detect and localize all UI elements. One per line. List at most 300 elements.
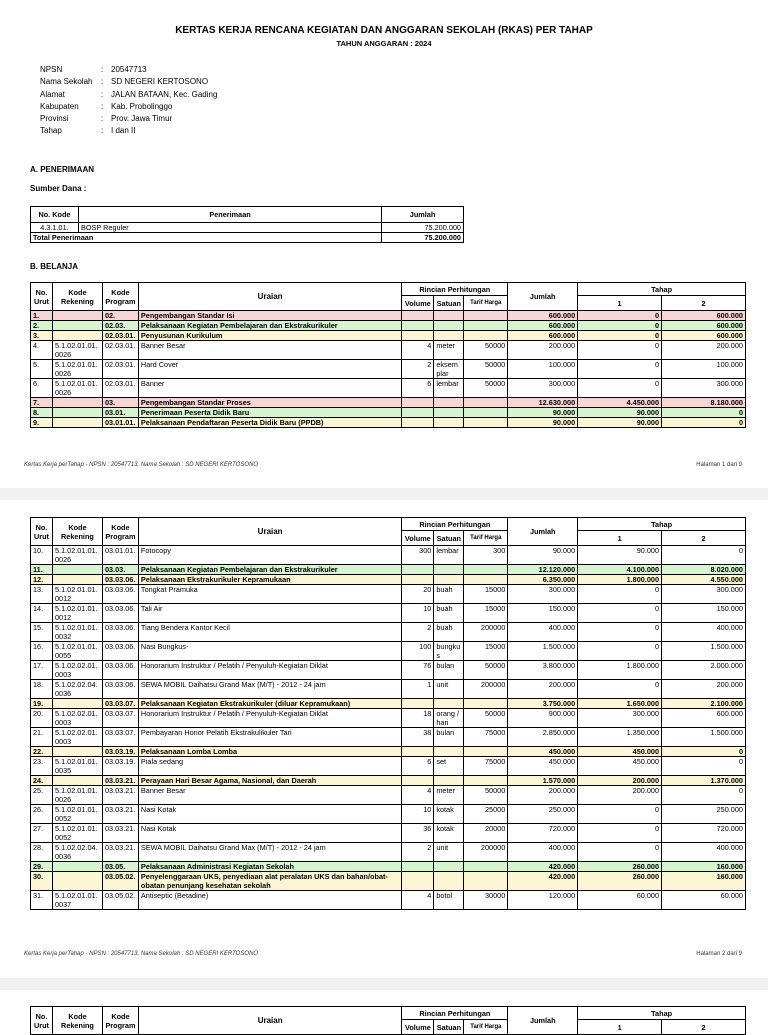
cell-tarif: 50000 xyxy=(464,379,508,398)
cell-kode-program: 03.03.21. xyxy=(102,786,138,805)
header-uraian: Uraian xyxy=(138,283,401,311)
header-satuan: Satuan xyxy=(434,1020,464,1035)
cell-tarif: 50000 xyxy=(464,709,508,728)
cell-kode-rekening: 5.1.02.01.01.0037 xyxy=(52,891,102,910)
cell-kode-rekening xyxy=(52,321,102,331)
cell-tahap-1: 1.800.000 xyxy=(578,575,662,585)
cell-tarif xyxy=(464,747,508,757)
section-penerimaan-heading: A. PENERIMAAN xyxy=(30,165,95,174)
cell-volume xyxy=(402,408,434,418)
cell-satuan: bulan xyxy=(434,728,464,747)
table-row xyxy=(31,379,746,398)
cell-tarif: 15000 xyxy=(464,604,508,623)
cell-kode-rekening: 5.1.02.01.01.0055 xyxy=(52,642,102,661)
cell-jumlah: 90.000 xyxy=(508,546,578,565)
cell-satuan: meter xyxy=(434,786,464,805)
footer-left: Kertas Kerja perTahap - NPSN : 20547713, Nama Sekolah : SD NEGERI KERTOSONO xyxy=(24,462,258,468)
school-info xyxy=(40,64,217,138)
cell-uraian: Pelaksanaan Lomba Lomba xyxy=(138,747,401,757)
cell-kode-rekening xyxy=(52,862,102,872)
cell-volume xyxy=(402,862,434,872)
cell-no: 20. xyxy=(31,709,53,728)
cell-tarif xyxy=(464,331,508,341)
cell-no: 27. xyxy=(31,824,53,843)
table-row xyxy=(31,360,746,379)
cell-satuan xyxy=(434,575,464,585)
header-no-urut: No. Urut xyxy=(31,518,53,546)
table-row xyxy=(31,341,746,360)
table-row xyxy=(31,418,746,428)
cell-satuan: kotak xyxy=(434,824,464,843)
cell-no: 14. xyxy=(31,604,53,623)
cell-kode-program: 03.03.21. xyxy=(102,843,138,862)
table-row xyxy=(31,604,746,623)
cell-satuan: unit xyxy=(434,680,464,699)
cell-tahap-1: 1.350.000 xyxy=(578,728,662,747)
cell-kode-program: 03.01. xyxy=(102,408,138,418)
cell-tarif: 200000 xyxy=(464,623,508,642)
table-row xyxy=(31,757,746,776)
cell-tahap-2: 600.000 xyxy=(662,321,746,331)
cell-tahap-1: 4.450.000 xyxy=(578,398,662,408)
header-jumlah: Jumlah xyxy=(508,1007,578,1035)
cell-no: 28. xyxy=(31,843,53,862)
table-row xyxy=(31,824,746,843)
cell-jumlah: 900.000 xyxy=(508,709,578,728)
cell-kode-rekening: 5.1.02.02.04.0036 xyxy=(52,680,102,699)
header-no-urut: No. Urut xyxy=(31,1007,53,1035)
cell-tahap-2: 0 xyxy=(662,546,746,565)
cell-volume: 2 xyxy=(402,843,434,862)
cell-uraian: Pelaksanaan Ekstrakurikuler Kepramukaan xyxy=(138,575,401,585)
total-label: Total Penerimaan xyxy=(31,233,382,243)
info-row xyxy=(40,101,217,113)
cell-tahap-1: 200.000 xyxy=(578,786,662,805)
table-row xyxy=(31,546,746,565)
cell-tahap-1: 0 xyxy=(578,843,662,862)
cell-uraian: Pelaksanaan Administrasi Kegiatan Sekolah xyxy=(138,862,401,872)
cell-satuan: meter xyxy=(434,341,464,360)
cell-jumlah: 90.000 xyxy=(508,418,578,428)
cell-uraian: Nasi Kotak xyxy=(138,824,401,843)
table-row xyxy=(31,872,746,891)
cell-tahap-2: 600.000 xyxy=(662,331,746,341)
cell-uraian: Pelaksanaan Kegiatan Ekstrakurikuler (diluar Kepramukaan) xyxy=(138,699,401,709)
cell-tahap-2: 4.550.000 xyxy=(662,575,746,585)
cell-tahap-1: 4.100.000 xyxy=(578,565,662,575)
cell-volume: 76 xyxy=(402,661,434,680)
cell-kode-program: 03.03.19. xyxy=(102,757,138,776)
cell-no: 29. xyxy=(31,862,53,872)
cell-jumlah: 420.000 xyxy=(508,872,578,891)
cell-no: 6. xyxy=(31,379,53,398)
table-row xyxy=(31,331,746,341)
cell-tahap-1: 450.000 xyxy=(578,757,662,776)
header-tahap-2: 2 xyxy=(662,531,746,546)
header-tarif: Tarif Harga xyxy=(464,296,508,311)
cell-volume xyxy=(402,699,434,709)
cell-tahap-1: 0 xyxy=(578,585,662,604)
info-value: Prov. Jawa Timur xyxy=(111,114,173,124)
cell-jumlah: 600.000 xyxy=(508,311,578,321)
info-row xyxy=(40,76,217,88)
cell-kode-rekening: 5.1.02.01.01.0052 xyxy=(52,805,102,824)
cell-kode-program: 02.03.01. xyxy=(102,331,138,341)
cell-uraian: Pengembangan Standar Isi xyxy=(138,311,401,321)
cell-satuan: botol xyxy=(434,891,464,910)
cell-no: 23. xyxy=(31,757,53,776)
info-row xyxy=(40,113,217,125)
cell-jumlah: 300.000 xyxy=(508,379,578,398)
table-row xyxy=(31,408,746,418)
cell-jumlah: 400.000 xyxy=(508,843,578,862)
table-row xyxy=(31,862,746,872)
info-row xyxy=(40,89,217,101)
header-rincian: Rincian Perhitungan xyxy=(402,518,508,531)
cell-uraian: Honorarium Instruktur / Pelatih / Penyuluh-Kegiatan Diklat xyxy=(138,709,401,728)
cell-no: 7. xyxy=(31,398,53,408)
cell-volume xyxy=(402,872,434,891)
cell-jumlah: 600.000 xyxy=(508,331,578,341)
header-kode-program: Kode Program xyxy=(102,283,138,311)
footer-left: Kertas Kerja perTahap - NPSN : 20547713, Nama Sekolah : SD NEGERI KERTOSONO xyxy=(24,951,258,957)
header-kode-rekening: Kode Rekening xyxy=(52,1007,102,1035)
cell-no: 4. xyxy=(31,341,53,360)
cell-jumlah: 12.120.000 xyxy=(508,565,578,575)
cell-satuan xyxy=(434,747,464,757)
cell-jumlah: 250.000 xyxy=(508,805,578,824)
cell-kode-rekening: 5.1.02.01.01.0026 xyxy=(52,546,102,565)
cell-satuan xyxy=(434,862,464,872)
cell-satuan: set xyxy=(434,757,464,776)
cell-jumlah: 600.000 xyxy=(508,321,578,331)
cell-tarif: 300 xyxy=(464,546,508,565)
cell-volume xyxy=(402,331,434,341)
cell-volume: 4 xyxy=(402,786,434,805)
cell-no: 21. xyxy=(31,728,53,747)
cell-satuan xyxy=(434,565,464,575)
cell-kode-program: 03.03.06. xyxy=(102,604,138,623)
cell-tarif xyxy=(464,776,508,786)
cell-jumlah: 400.000 xyxy=(508,623,578,642)
cell-tarif xyxy=(464,408,508,418)
cell-satuan xyxy=(434,872,464,891)
cell-tahap-2: 150.000 xyxy=(662,604,746,623)
cell-tahap-1: 0 xyxy=(578,379,662,398)
cell-tahap-2: 160.000 xyxy=(662,872,746,891)
info-row xyxy=(40,64,217,76)
cell-satuan: orang / hari xyxy=(434,709,464,728)
header-tahap-1: 1 xyxy=(578,531,662,546)
header-tarif: Tarif Harga xyxy=(464,1020,508,1035)
header-rincian: Rincian Perhitungan xyxy=(402,1007,508,1020)
cell-uraian: Tiang Bendera Kantor Kecil xyxy=(138,623,401,642)
penerimaan-kode: 4.3.1.01. xyxy=(31,223,79,233)
cell-volume xyxy=(402,398,434,408)
cell-kode-program: 03.03.06. xyxy=(102,585,138,604)
cell-no: 24. xyxy=(31,776,53,786)
table-row xyxy=(31,398,746,408)
cell-kode-rekening xyxy=(52,747,102,757)
cell-kode-program: 02.03.01. xyxy=(102,341,138,360)
cell-jumlah: 200.000 xyxy=(508,680,578,699)
cell-uraian: Banner xyxy=(138,379,401,398)
cell-tahap-2: 160.000 xyxy=(662,862,746,872)
cell-tarif: 50000 xyxy=(464,341,508,360)
cell-kode-rekening xyxy=(52,331,102,341)
cell-uraian: Tongkat Pramuka xyxy=(138,585,401,604)
cell-satuan xyxy=(434,418,464,428)
cell-satuan: buah xyxy=(434,604,464,623)
table-row xyxy=(31,699,746,709)
cell-no: 3. xyxy=(31,331,53,341)
cell-tahap-2: 60.000 xyxy=(662,891,746,910)
cell-jumlah: 200.000 xyxy=(508,341,578,360)
header-rincian: Rincian Perhitungan xyxy=(402,283,508,296)
belanja-table-page1 xyxy=(30,282,746,428)
total-row xyxy=(31,233,464,243)
cell-jumlah: 1.570.000 xyxy=(508,776,578,786)
cell-tahap-1: 260.000 xyxy=(578,872,662,891)
cell-volume: 4 xyxy=(402,341,434,360)
cell-tarif: 75000 xyxy=(464,757,508,776)
cell-tahap-2: 0 xyxy=(662,408,746,418)
footer-page: Halaman 1 dari 9 xyxy=(696,462,742,468)
header-tahap: Tahap xyxy=(578,518,746,531)
cell-tahap-2: 1.370.000 xyxy=(662,776,746,786)
info-colon: : xyxy=(101,114,104,124)
cell-uraian: Piala sedang xyxy=(138,757,401,776)
cell-tarif: 200000 xyxy=(464,843,508,862)
cell-tahap-1: 90.000 xyxy=(578,418,662,428)
cell-kode-program: 03.03.06. xyxy=(102,623,138,642)
cell-satuan: lembar xyxy=(434,379,464,398)
document-subtitle: TAHUN ANGGARAN : 2024 xyxy=(336,39,432,48)
cell-tarif xyxy=(464,398,508,408)
cell-kode-rekening: 5.1.02.02.01.0003 xyxy=(52,709,102,728)
cell-satuan xyxy=(434,321,464,331)
cell-tahap-1: 0 xyxy=(578,824,662,843)
cell-no: 30. xyxy=(31,872,53,891)
cell-satuan xyxy=(434,311,464,321)
header-tahap-1: 1 xyxy=(578,296,662,311)
cell-kode-rekening: 5.1.02.02.01.0003 xyxy=(52,728,102,747)
cell-kode-rekening xyxy=(52,872,102,891)
cell-uraian: Pengembangan Standar Proses xyxy=(138,398,401,408)
cell-kode-program: 03.01.01. xyxy=(102,546,138,565)
cell-tahap-2: 720.000 xyxy=(662,824,746,843)
cell-tarif xyxy=(464,321,508,331)
cell-kode-program: 03.03.07. xyxy=(102,728,138,747)
cell-jumlah: 3.800.000 xyxy=(508,661,578,680)
header-jumlah: Jumlah xyxy=(508,518,578,546)
cell-tahap-2: 200.000 xyxy=(662,341,746,360)
cell-satuan xyxy=(434,776,464,786)
cell-kode-program: 03.03.06. xyxy=(102,575,138,585)
cell-satuan xyxy=(434,331,464,341)
cell-jumlah: 100.000 xyxy=(508,360,578,379)
header-kode-rekening: Kode Rekening xyxy=(52,518,102,546)
table-row xyxy=(31,565,746,575)
cell-tahap-1: 0 xyxy=(578,321,662,331)
cell-tahap-2: 200.000 xyxy=(662,680,746,699)
cell-kode-rekening: 5.1.02.01.01.0032 xyxy=(52,623,102,642)
cell-kode-rekening xyxy=(52,565,102,575)
cell-jumlah: 420.000 xyxy=(508,862,578,872)
header-tahap: Tahap xyxy=(578,1007,746,1020)
cell-tahap-2: 8.020.000 xyxy=(662,565,746,575)
cell-no: 16. xyxy=(31,642,53,661)
table-row xyxy=(31,623,746,642)
cell-kode-rekening: 5.1.02.01.01.0012 xyxy=(52,585,102,604)
cell-tahap-2: 2.000.000 xyxy=(662,661,746,680)
cell-tahap-2: 400.000 xyxy=(662,843,746,862)
cell-tarif xyxy=(464,311,508,321)
info-colon: : xyxy=(101,101,104,111)
table-row xyxy=(31,575,746,585)
cell-volume: 2 xyxy=(402,623,434,642)
cell-kode-rekening: 5.1.02.01.01.0026 xyxy=(52,379,102,398)
cell-jumlah: 450.000 xyxy=(508,757,578,776)
info-colon: : xyxy=(101,126,104,136)
cell-tarif: 50000 xyxy=(464,360,508,379)
cell-tahap-2: 8.180.000 xyxy=(662,398,746,408)
table-row xyxy=(31,311,746,321)
table-row xyxy=(31,661,746,680)
cell-tarif: 50000 xyxy=(464,661,508,680)
cell-tahap-1: 0 xyxy=(578,623,662,642)
cell-kode-program: 03.03. xyxy=(102,565,138,575)
cell-jumlah: 150.000 xyxy=(508,604,578,623)
penerimaan-jumlah: 75.200.000 xyxy=(382,223,464,233)
table-row xyxy=(31,223,464,233)
cell-tahap-2: 1.500.000 xyxy=(662,728,746,747)
cell-uraian: Nasi Bungkus- xyxy=(138,642,401,661)
header-volume: Volume xyxy=(402,296,434,311)
cell-uraian: Perayaan Hari Besar Agama, Nasional, dan Daerah xyxy=(138,776,401,786)
header-uraian: Uraian xyxy=(138,518,401,546)
cell-uraian: Antiseptic (Betadine) xyxy=(138,891,401,910)
info-value: Kab. Probolinggo xyxy=(111,101,173,111)
cell-volume: 2 xyxy=(402,360,434,379)
cell-no: 12. xyxy=(31,575,53,585)
cell-uraian: Penyelenggaraan UKS, penyediaan alat peralatan UKS dan bahan/obat-obatan penunjang kesehatan sekolah xyxy=(138,872,401,891)
cell-volume: 300 xyxy=(402,546,434,565)
header-penerimaan: Penerimaan xyxy=(78,207,381,223)
cell-tarif: 20000 xyxy=(464,824,508,843)
cell-tahap-1: 0 xyxy=(578,642,662,661)
cell-uraian: Hard Cover xyxy=(138,360,401,379)
cell-tarif: 200000 xyxy=(464,680,508,699)
cell-tahap-2: 0 xyxy=(662,786,746,805)
cell-volume: 6 xyxy=(402,757,434,776)
cell-kode-program: 03.03.21. xyxy=(102,805,138,824)
cell-uraian: Nasi Kotak xyxy=(138,805,401,824)
penerimaan-nama: BOSP Reguler xyxy=(78,223,381,233)
cell-no: 15. xyxy=(31,623,53,642)
cell-volume: 1 xyxy=(402,680,434,699)
header-no-kode: No. Kode xyxy=(31,207,79,223)
info-value: SD NEGERI KERTOSONO xyxy=(111,77,209,87)
header-tahap-2: 2 xyxy=(662,1020,746,1035)
header-jumlah: Jumlah xyxy=(382,207,464,223)
cell-tarif: 75000 xyxy=(464,728,508,747)
cell-tarif: 15000 xyxy=(464,642,508,661)
belanja-table-page3 xyxy=(30,1006,746,1035)
info-colon: : xyxy=(101,77,104,87)
cell-kode-rekening xyxy=(52,776,102,786)
cell-uraian: Banner Besar xyxy=(138,341,401,360)
cell-kode-program: 02. xyxy=(102,311,138,321)
cell-kode-program: 03.03.21. xyxy=(102,824,138,843)
cell-kode-program: 03.05. xyxy=(102,862,138,872)
cell-tarif: 50000 xyxy=(464,786,508,805)
cell-jumlah: 6.350.000 xyxy=(508,575,578,585)
cell-kode-rekening xyxy=(52,311,102,321)
cell-no: 2. xyxy=(31,321,53,331)
header-satuan: Satuan xyxy=(434,296,464,311)
cell-kode-rekening: 5.1.02.01.01.0035 xyxy=(52,757,102,776)
cell-tahap-1: 90.000 xyxy=(578,546,662,565)
cell-satuan: lembar xyxy=(434,546,464,565)
document-title: KERTAS KERJA RENCANA KEGIATAN DAN ANGGARAN SEKOLAH (RKAS) PER TAHAP xyxy=(175,25,593,36)
cell-kode-rekening xyxy=(52,398,102,408)
cell-no: 17. xyxy=(31,661,53,680)
cell-no: 5. xyxy=(31,360,53,379)
cell-no: 1. xyxy=(31,311,53,321)
cell-no: 8. xyxy=(31,408,53,418)
cell-tahap-1: 300.000 xyxy=(578,709,662,728)
cell-kode-program: 03.03.07. xyxy=(102,709,138,728)
cell-satuan xyxy=(434,398,464,408)
cell-tarif xyxy=(464,699,508,709)
table-row xyxy=(31,776,746,786)
cell-no: 22. xyxy=(31,747,53,757)
table-row xyxy=(31,891,746,910)
header-jumlah: Jumlah xyxy=(508,283,578,311)
cell-tarif: 15000 xyxy=(464,585,508,604)
section-belanja-heading: B. BELANJA xyxy=(30,262,79,271)
info-colon: : xyxy=(101,89,104,99)
cell-kode-rekening: 5.1.02.01.01.0026 xyxy=(52,341,102,360)
info-row xyxy=(40,125,217,137)
cell-volume xyxy=(402,575,434,585)
cell-kode-rekening: 5.1.02.01.01.0026 xyxy=(52,360,102,379)
cell-kode-program: 03.05.02. xyxy=(102,872,138,891)
cell-uraian: Penyusunan Kurikulum xyxy=(138,331,401,341)
cell-tahap-1: 200.000 xyxy=(578,776,662,786)
table-row xyxy=(31,786,746,805)
cell-tahap-1: 260.000 xyxy=(578,862,662,872)
cell-tahap-1: 450.000 xyxy=(578,747,662,757)
cell-tahap-2: 300.000 xyxy=(662,379,746,398)
info-label: Tahap xyxy=(40,126,62,136)
cell-volume: 18 xyxy=(402,709,434,728)
info-label: NPSN xyxy=(40,65,63,74)
cell-kode-program: 02.03. xyxy=(102,321,138,331)
cell-uraian: Penerimaan Peserta Didik Baru xyxy=(138,408,401,418)
cell-no: 31. xyxy=(31,891,53,910)
cell-kode-program: 03.03.06. xyxy=(102,661,138,680)
header-tahap-1: 1 xyxy=(578,1020,662,1035)
header-volume: Volume xyxy=(402,1020,434,1035)
cell-volume: 6 xyxy=(402,379,434,398)
table-row xyxy=(31,709,746,728)
cell-volume: 20 xyxy=(402,585,434,604)
cell-volume: 38 xyxy=(402,728,434,747)
cell-tahap-2: 0 xyxy=(662,418,746,428)
cell-kode-rekening xyxy=(52,575,102,585)
